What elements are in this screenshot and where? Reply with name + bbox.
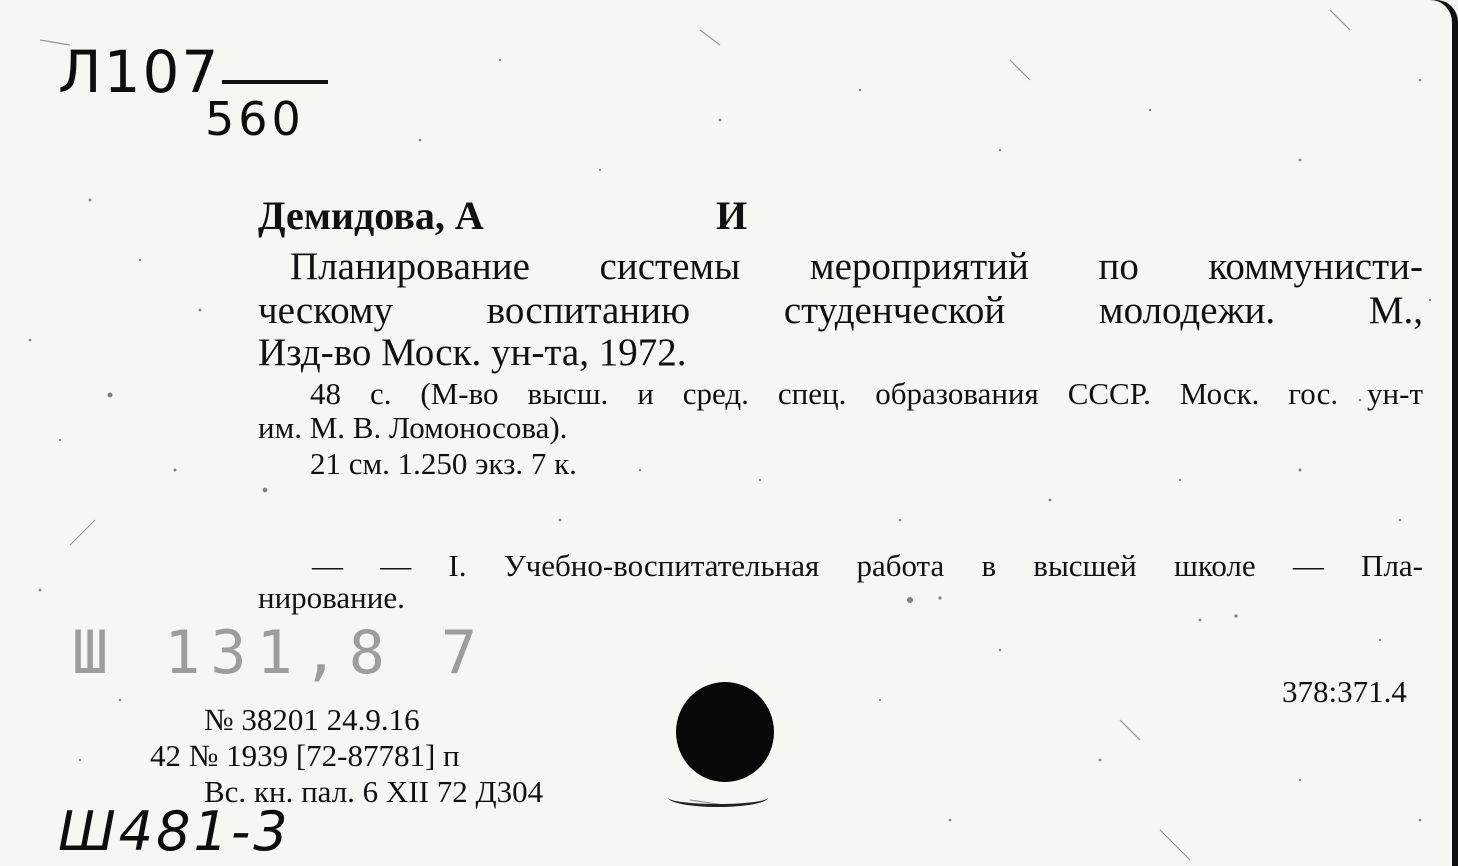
physical-description-line: 21 см. 1.250 экз. 7 к. bbox=[310, 446, 577, 481]
physical-description-line: им. М. В. Ломоносова). bbox=[258, 410, 568, 445]
subject-heading-line: — — I. Учебно-воспитательная работа в высшей школе — Пла- bbox=[312, 548, 1423, 583]
title-line: ческому воспитанию студенческой молодежи. М., bbox=[258, 289, 1423, 332]
author-initial: И bbox=[716, 193, 748, 238]
call-number-top: Л107 bbox=[58, 38, 221, 106]
physical-description-line: 48 с. (М-во высш. и сред. спец. образования СССР. Моск. гос. ун-т bbox=[310, 376, 1423, 411]
accession-line: № 38201 24.9.16 bbox=[204, 702, 420, 737]
accession-line: Вс. кн. пал. 6 XII 72 Д304 bbox=[204, 774, 544, 809]
call-number-fraction-line bbox=[222, 80, 328, 84]
punch-hole bbox=[676, 682, 774, 782]
subject-heading-line: нирование. bbox=[258, 580, 405, 615]
punch-hole-shadow bbox=[668, 788, 768, 807]
udc-classification: 378:371.4 bbox=[1282, 674, 1407, 709]
title-line: Планирование системы мероприятий по коммунисти- bbox=[290, 245, 1423, 288]
title-line: Изд-во Моск. ун-та, 1972. bbox=[258, 331, 687, 374]
accession-line: 42 № 1939 [72-87781] п bbox=[150, 738, 460, 773]
handwritten-shelf-mark: Ш481-3 bbox=[58, 800, 291, 863]
call-number-bottom: 560 bbox=[205, 92, 305, 146]
author-name: Демидова, А bbox=[258, 193, 484, 238]
faded-stamp-number: Ш 131,8 7 bbox=[72, 618, 488, 688]
